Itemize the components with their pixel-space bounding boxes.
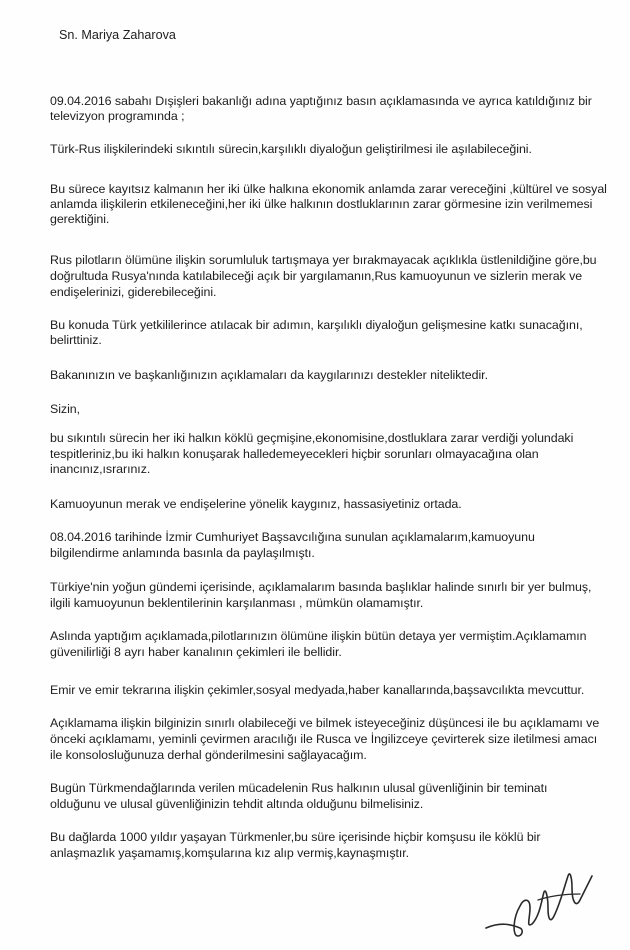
- letter-line: inancınız,ısrarınız.: [50, 462, 151, 476]
- handwritten-signature: [480, 858, 600, 943]
- letter-line: gerektiğini.: [50, 212, 110, 226]
- salutation: Sn. Mariya Zaharova: [59, 28, 176, 42]
- letter-line: anlamda ilişkilerin etkileneceğini,her iki ülke halkının dostluklarının zarar görmesine izin verilmemesi: [50, 197, 593, 211]
- letter-line: anlaşmazlık yaşamamış,komşularına kız alıp vermiş,kaynaşmıştır.: [50, 846, 410, 860]
- letter-line: güvenilirliği 8 ayrı haber kanalının çekimleri ile bellidir.: [50, 645, 342, 659]
- letter-line: bilgilendirme anlamında basınla da paylaşılmıştı.: [50, 546, 315, 560]
- letter-line: Bugün Türkmendağlarında verilen mücadelenin Rus halkının ulusal güvenliğinin bir teminatı: [50, 781, 548, 795]
- letter-line: Bu konuda Türk yetkililerince atılacak bir adımın, karşılıklı diyaloğun gelişmesine katkı sunacağını,: [50, 318, 583, 332]
- letter-line: ile konsolosluğunuza derhal gönderilmesini sağlayacağım.: [50, 748, 367, 762]
- letter-line: Açıklamama ilişkin bilginizin sınırlı olabileceği ve bilmek isteyeceğiniz düşüncesi ile bu açıklamamı ve: [50, 716, 600, 730]
- letter-line: Bakanınızın ve başkanlığınızın açıklamaları da kaygılarınızı destekler niteliktedir.: [50, 368, 488, 382]
- letter-line: Türkiye'nin yoğun gündemi içerisinde, açıklamalarım basında başlıklar halinde sınırlı bir yer bulmuş,: [50, 580, 592, 594]
- letter-line: Aslında yaptığım açıklamada,pilotlarınızın ölümüne ilişkin bütün detaya yer vermiştim.Açıklamamın: [50, 629, 587, 643]
- letter-line: doğrultuda Rusya'nında katılabileceği açık bir yargılamanın,Rus kamuoyunun ve sizlerin merak ve: [50, 269, 583, 283]
- letter-line: 09.04.2016 sabahı Dışişleri bakanlığı adına yaptığınız basın açıklamasında ve ayrıca katıldığınız bir: [50, 94, 592, 108]
- letter-line: Rus pilotların ölümüne ilişkin sorumluluk tartışmaya yer bırakmayacak açıklıkla üstlenildiğine göre,bu: [50, 253, 597, 267]
- letter-line: televizyon programında ;: [50, 109, 185, 123]
- letter-line: endişelerinizi, giderebileceğini.: [50, 285, 217, 299]
- letter-line: ilgili kamuoyunun beklentilerinin karşılanması , mümkün olamamıştır.: [50, 596, 424, 610]
- letter-line: Kamuoyunun merak ve endişelerine yönelik kaygınız, hassasiyetiniz ortada.: [50, 497, 462, 511]
- letter-line: Bu dağlarda 1000 yıldır yaşayan Türkmenler,bu süre içerisinde hiçbir komşusu ile köklü bir: [50, 830, 541, 844]
- letter-line: Bu sürece kayıtsız kalmanın her iki ülke halkına ekonomik anlamda zarar vereceğini ,kültürel ve sosyal: [50, 182, 607, 196]
- letter-line: tespitleriniz,bu iki halkın konuşarak halledemeyecekleri hiçbir sorunları olmayacağına olan: [50, 447, 539, 461]
- letter-line: önceki açıklamamı, yeminli çevirmen aracılığı ile Rusca ve İngilizceye çevirterek size iletilmesi amacı: [50, 732, 598, 746]
- letter-line: olduğunu ve ulusal güvenliğinizin tehdit altında olduğunu bilmelisiniz.: [50, 797, 424, 811]
- letter-line: bu sıkıntılı sürecin her iki halkın köklü geçmişine,ekonomisine,dostluklara zarar verdiği yolundaki: [50, 431, 574, 445]
- letter-line: Sizin,: [50, 402, 80, 416]
- letter-line: Emir ve emir tekrarına ilişkin çekimler,sosyal medyada,haber kanallarında,başsavcılıkta mevcuttur.: [50, 683, 585, 697]
- letter-line: Türk-Rus ilişkilerindeki sıkıntılı sürecin,karşılıklı diyaloğun geliştirilmesi ile aşılabileceğini.: [50, 142, 532, 156]
- letter-line: 08.04.2016 tarihinde İzmir Cumhuriyet Başsavcılığına sunulan açıklamalarım,kamuoyunu: [50, 530, 535, 544]
- letter-line: belirttiniz.: [50, 333, 102, 347]
